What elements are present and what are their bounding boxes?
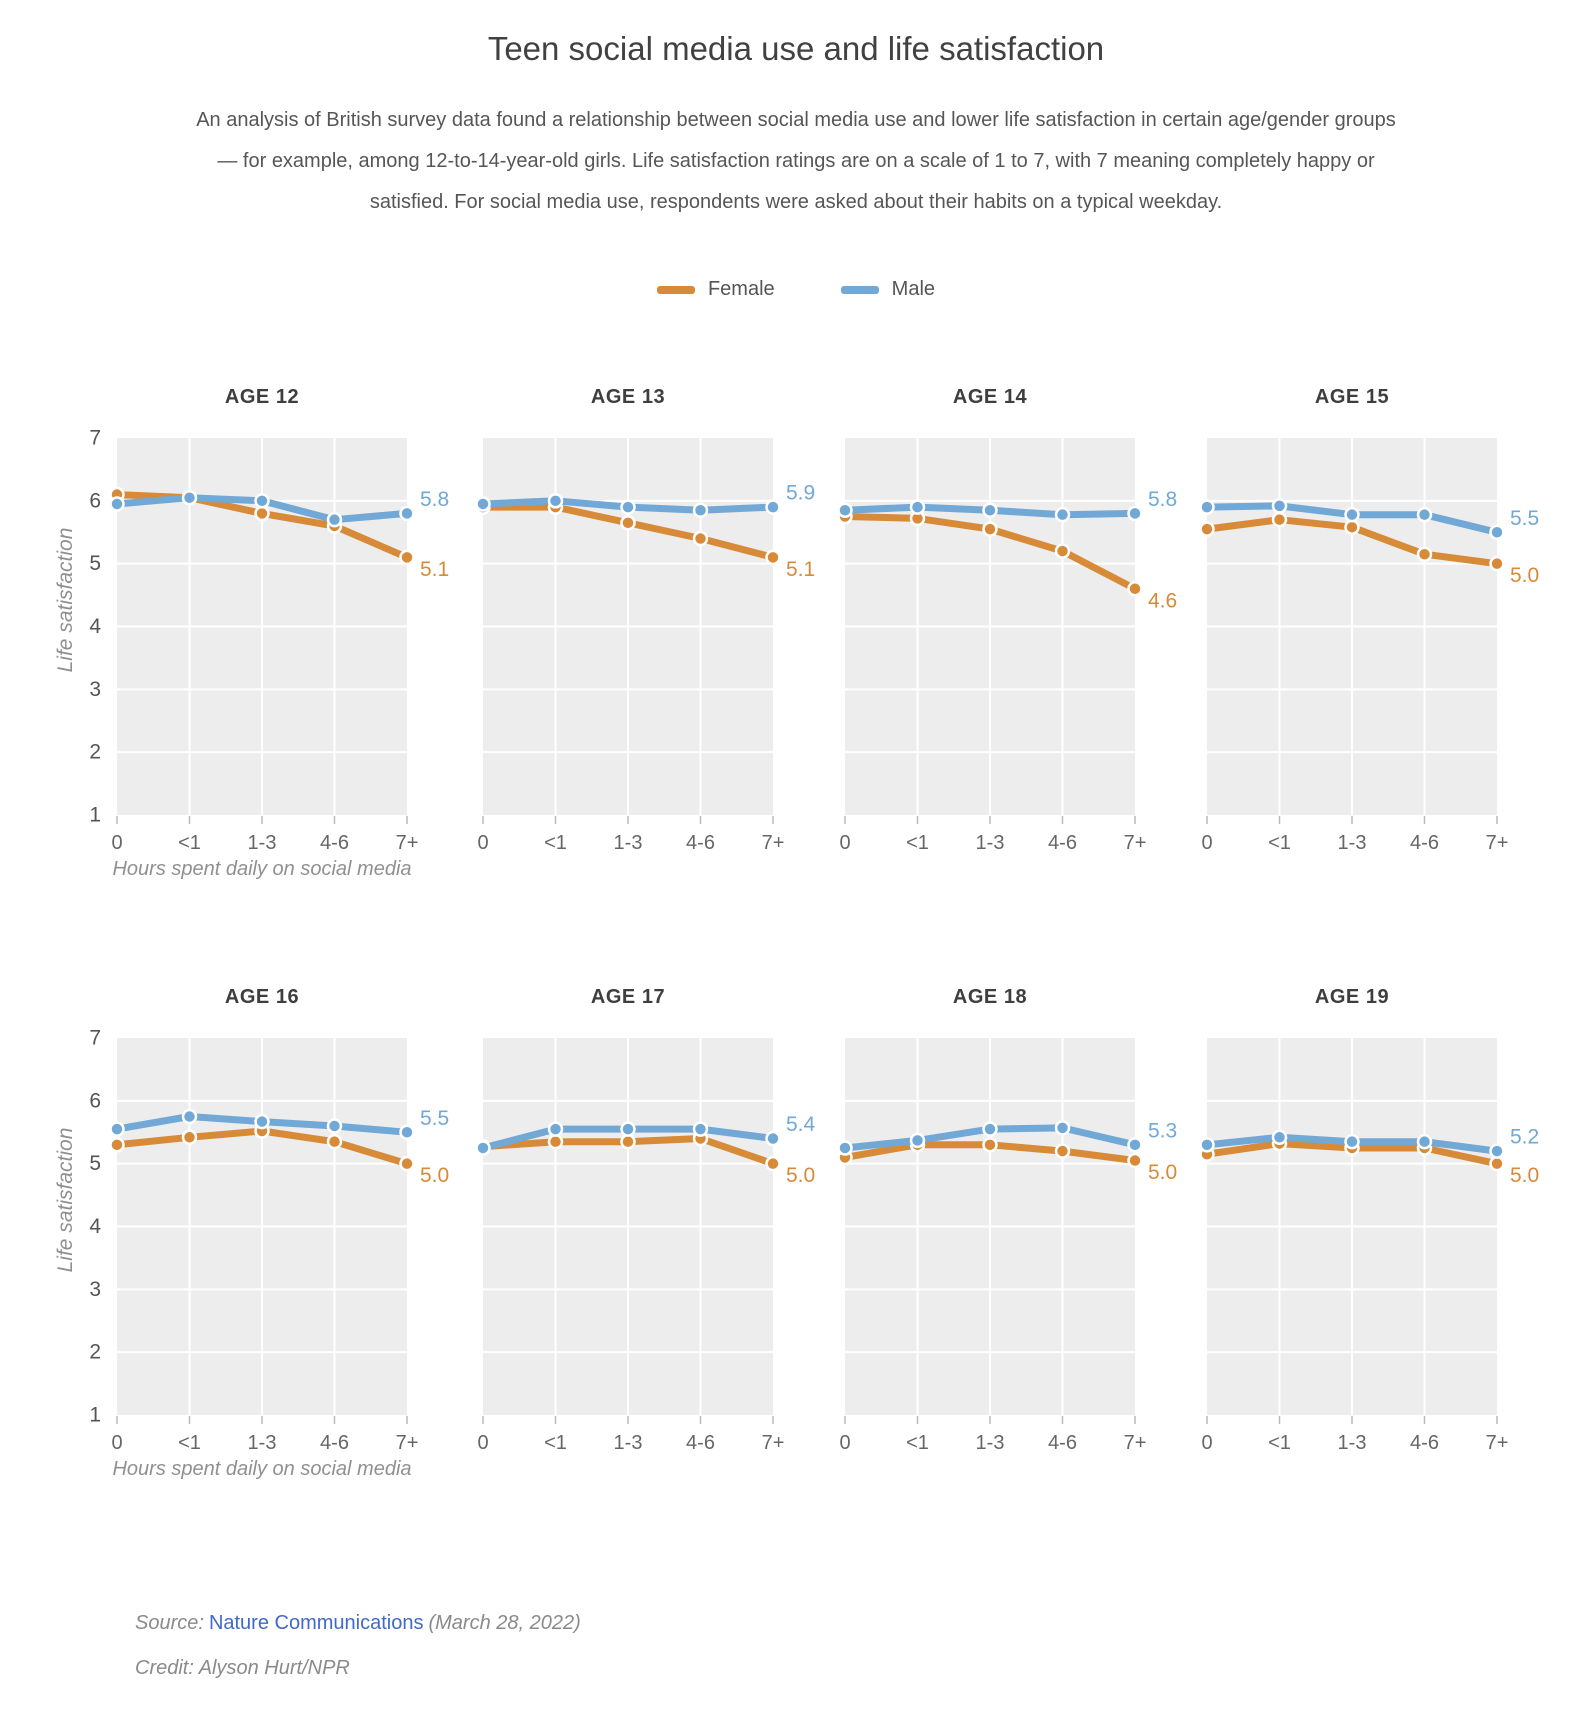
chart-subtitle: An analysis of British survey data found a relationship between social media use and lower life satisfaction in certain age/gender groups — for example, among 12-to-14-year-old girls. Life satisfaction ratings are on a scale of 1 to 7, with 7 meaning completely happy or satisfied. For social media use, respondents were asked about their habits on a typical weekday. [196,109,1396,213]
y-axis-label: Life satisfaction [54,527,77,673]
svg-text:<1: <1 [1268,832,1291,854]
svg-text:5.2: 5.2 [1510,1125,1540,1149]
svg-text:4-6: 4-6 [320,832,349,854]
x-axis-title: Hours spent daily on social media [112,1458,412,1480]
source-label: Source: [135,1612,204,1634]
svg-text:4: 4 [89,615,101,638]
legend-item-male [841,278,935,301]
svg-text:1-3: 1-3 [247,1432,277,1454]
svg-text:4.6: 4.6 [1148,589,1178,613]
svg-text:5.0: 5.0 [786,1164,816,1188]
svg-text:1: 1 [89,803,101,827]
panel-title: AGE 16 [224,986,300,1008]
svg-text:0: 0 [839,1432,851,1454]
svg-text:7+: 7+ [395,832,419,854]
age-16-line-chart [89,1026,450,1454]
panel-title: AGE 17 [590,986,666,1008]
svg-text:1-3: 1-3 [613,832,643,854]
svg-text:<1: <1 [544,832,567,854]
female-line-swatch-icon [657,286,695,294]
svg-text:7+: 7+ [1123,1432,1147,1454]
svg-text:<1: <1 [178,832,201,854]
svg-text:7+: 7+ [761,832,785,854]
svg-text:3: 3 [89,677,101,701]
svg-text:5.1: 5.1 [420,557,450,581]
svg-text:6: 6 [89,1089,101,1113]
x-axis-title: Hours spent daily on social media [112,858,412,880]
svg-text:3: 3 [89,1277,101,1301]
svg-text:5.0: 5.0 [420,1164,450,1188]
svg-text:0: 0 [1201,832,1213,854]
panel-age-13 [477,386,816,854]
svg-text:5.4: 5.4 [786,1113,816,1137]
panel-title: AGE 15 [1314,386,1390,408]
svg-text:0: 0 [477,832,489,854]
panel-age-12 [89,386,450,880]
svg-text:5.5: 5.5 [1510,506,1540,530]
svg-text:6: 6 [89,489,101,513]
panel-title: AGE 12 [224,386,300,408]
credit-line: Credit: Alyson Hurt/NPR [135,1657,350,1679]
svg-text:0: 0 [839,832,851,854]
svg-text:1-3: 1-3 [613,1432,643,1454]
svg-text:<1: <1 [178,1432,201,1454]
legend-label: Male [891,278,936,300]
svg-text:5.0: 5.0 [1148,1161,1178,1185]
panel-age-15 [1201,386,1540,854]
svg-text:0: 0 [111,832,123,854]
age-15-line-chart [1201,438,1540,854]
panel-age-14 [839,386,1178,854]
legend-label: Female [707,278,775,300]
legend-item-female [657,278,775,301]
svg-text:4-6: 4-6 [1410,832,1439,854]
svg-text:2: 2 [89,740,101,764]
source-line [135,1612,586,1635]
svg-text:5.0: 5.0 [1510,564,1540,588]
y-axis-label: Life satisfaction [54,1127,77,1273]
footer [135,1612,586,1680]
svg-text:4-6: 4-6 [320,1432,349,1454]
svg-text:5: 5 [89,1152,101,1176]
svg-text:5.3: 5.3 [1148,1119,1178,1143]
panel-age-19 [1201,986,1540,1454]
source-link[interactable]: Nature Communications [208,1612,424,1634]
panel-title: AGE 19 [1314,986,1390,1008]
svg-text:5.9: 5.9 [786,481,816,505]
svg-text:<1: <1 [544,1432,567,1454]
panel-age-18 [839,986,1178,1454]
panel-title: AGE 18 [952,986,1028,1008]
svg-text:5.5: 5.5 [420,1106,450,1130]
svg-text:5.8: 5.8 [1148,487,1178,511]
svg-text:4-6: 4-6 [686,1432,715,1454]
age-19-line-chart [1201,1038,1540,1454]
male-line-swatch-icon [841,286,879,294]
age-12-line-chart [89,426,450,854]
panel-title: AGE 13 [590,386,666,408]
svg-text:4-6: 4-6 [1048,832,1077,854]
svg-text:4-6: 4-6 [1048,1432,1077,1454]
svg-text:2: 2 [89,1340,101,1364]
panel-title: AGE 14 [952,386,1028,408]
svg-text:5.8: 5.8 [420,487,450,511]
age-18-line-chart [839,1038,1178,1454]
svg-text:<1: <1 [906,1432,929,1454]
panel-age-17 [477,986,816,1454]
panel-age-16 [89,986,450,1480]
svg-text:5.1: 5.1 [786,557,816,581]
svg-text:7: 7 [89,1026,101,1050]
svg-text:7: 7 [89,426,101,450]
svg-text:<1: <1 [1268,1432,1291,1454]
svg-text:0: 0 [477,1432,489,1454]
svg-text:0: 0 [1201,1432,1213,1454]
svg-text:1-3: 1-3 [1337,832,1367,854]
svg-text:0: 0 [111,1432,123,1454]
svg-text:4-6: 4-6 [1410,1432,1439,1454]
legend [0,278,1592,301]
svg-text:<1: <1 [906,832,929,854]
svg-text:7+: 7+ [1485,1432,1509,1454]
age-13-line-chart [477,438,816,854]
svg-text:7+: 7+ [1485,832,1509,854]
svg-text:1-3: 1-3 [247,832,277,854]
svg-text:7+: 7+ [761,1432,785,1454]
svg-text:5.0: 5.0 [1510,1164,1540,1188]
svg-text:7+: 7+ [395,1432,419,1454]
svg-text:7+: 7+ [1123,832,1147,854]
page-title: Teen social media use and life satisfaction [487,30,1105,67]
svg-text:1: 1 [89,1403,101,1427]
svg-text:5: 5 [89,552,101,576]
age-14-line-chart [839,438,1178,854]
svg-text:4: 4 [89,1215,101,1238]
svg-text:1-3: 1-3 [975,1432,1005,1454]
svg-text:4-6: 4-6 [686,832,715,854]
source-date: (March 28, 2022) [428,1612,581,1634]
svg-text:1-3: 1-3 [1337,1432,1367,1454]
svg-text:1-3: 1-3 [975,832,1005,854]
age-17-line-chart [477,1038,816,1454]
